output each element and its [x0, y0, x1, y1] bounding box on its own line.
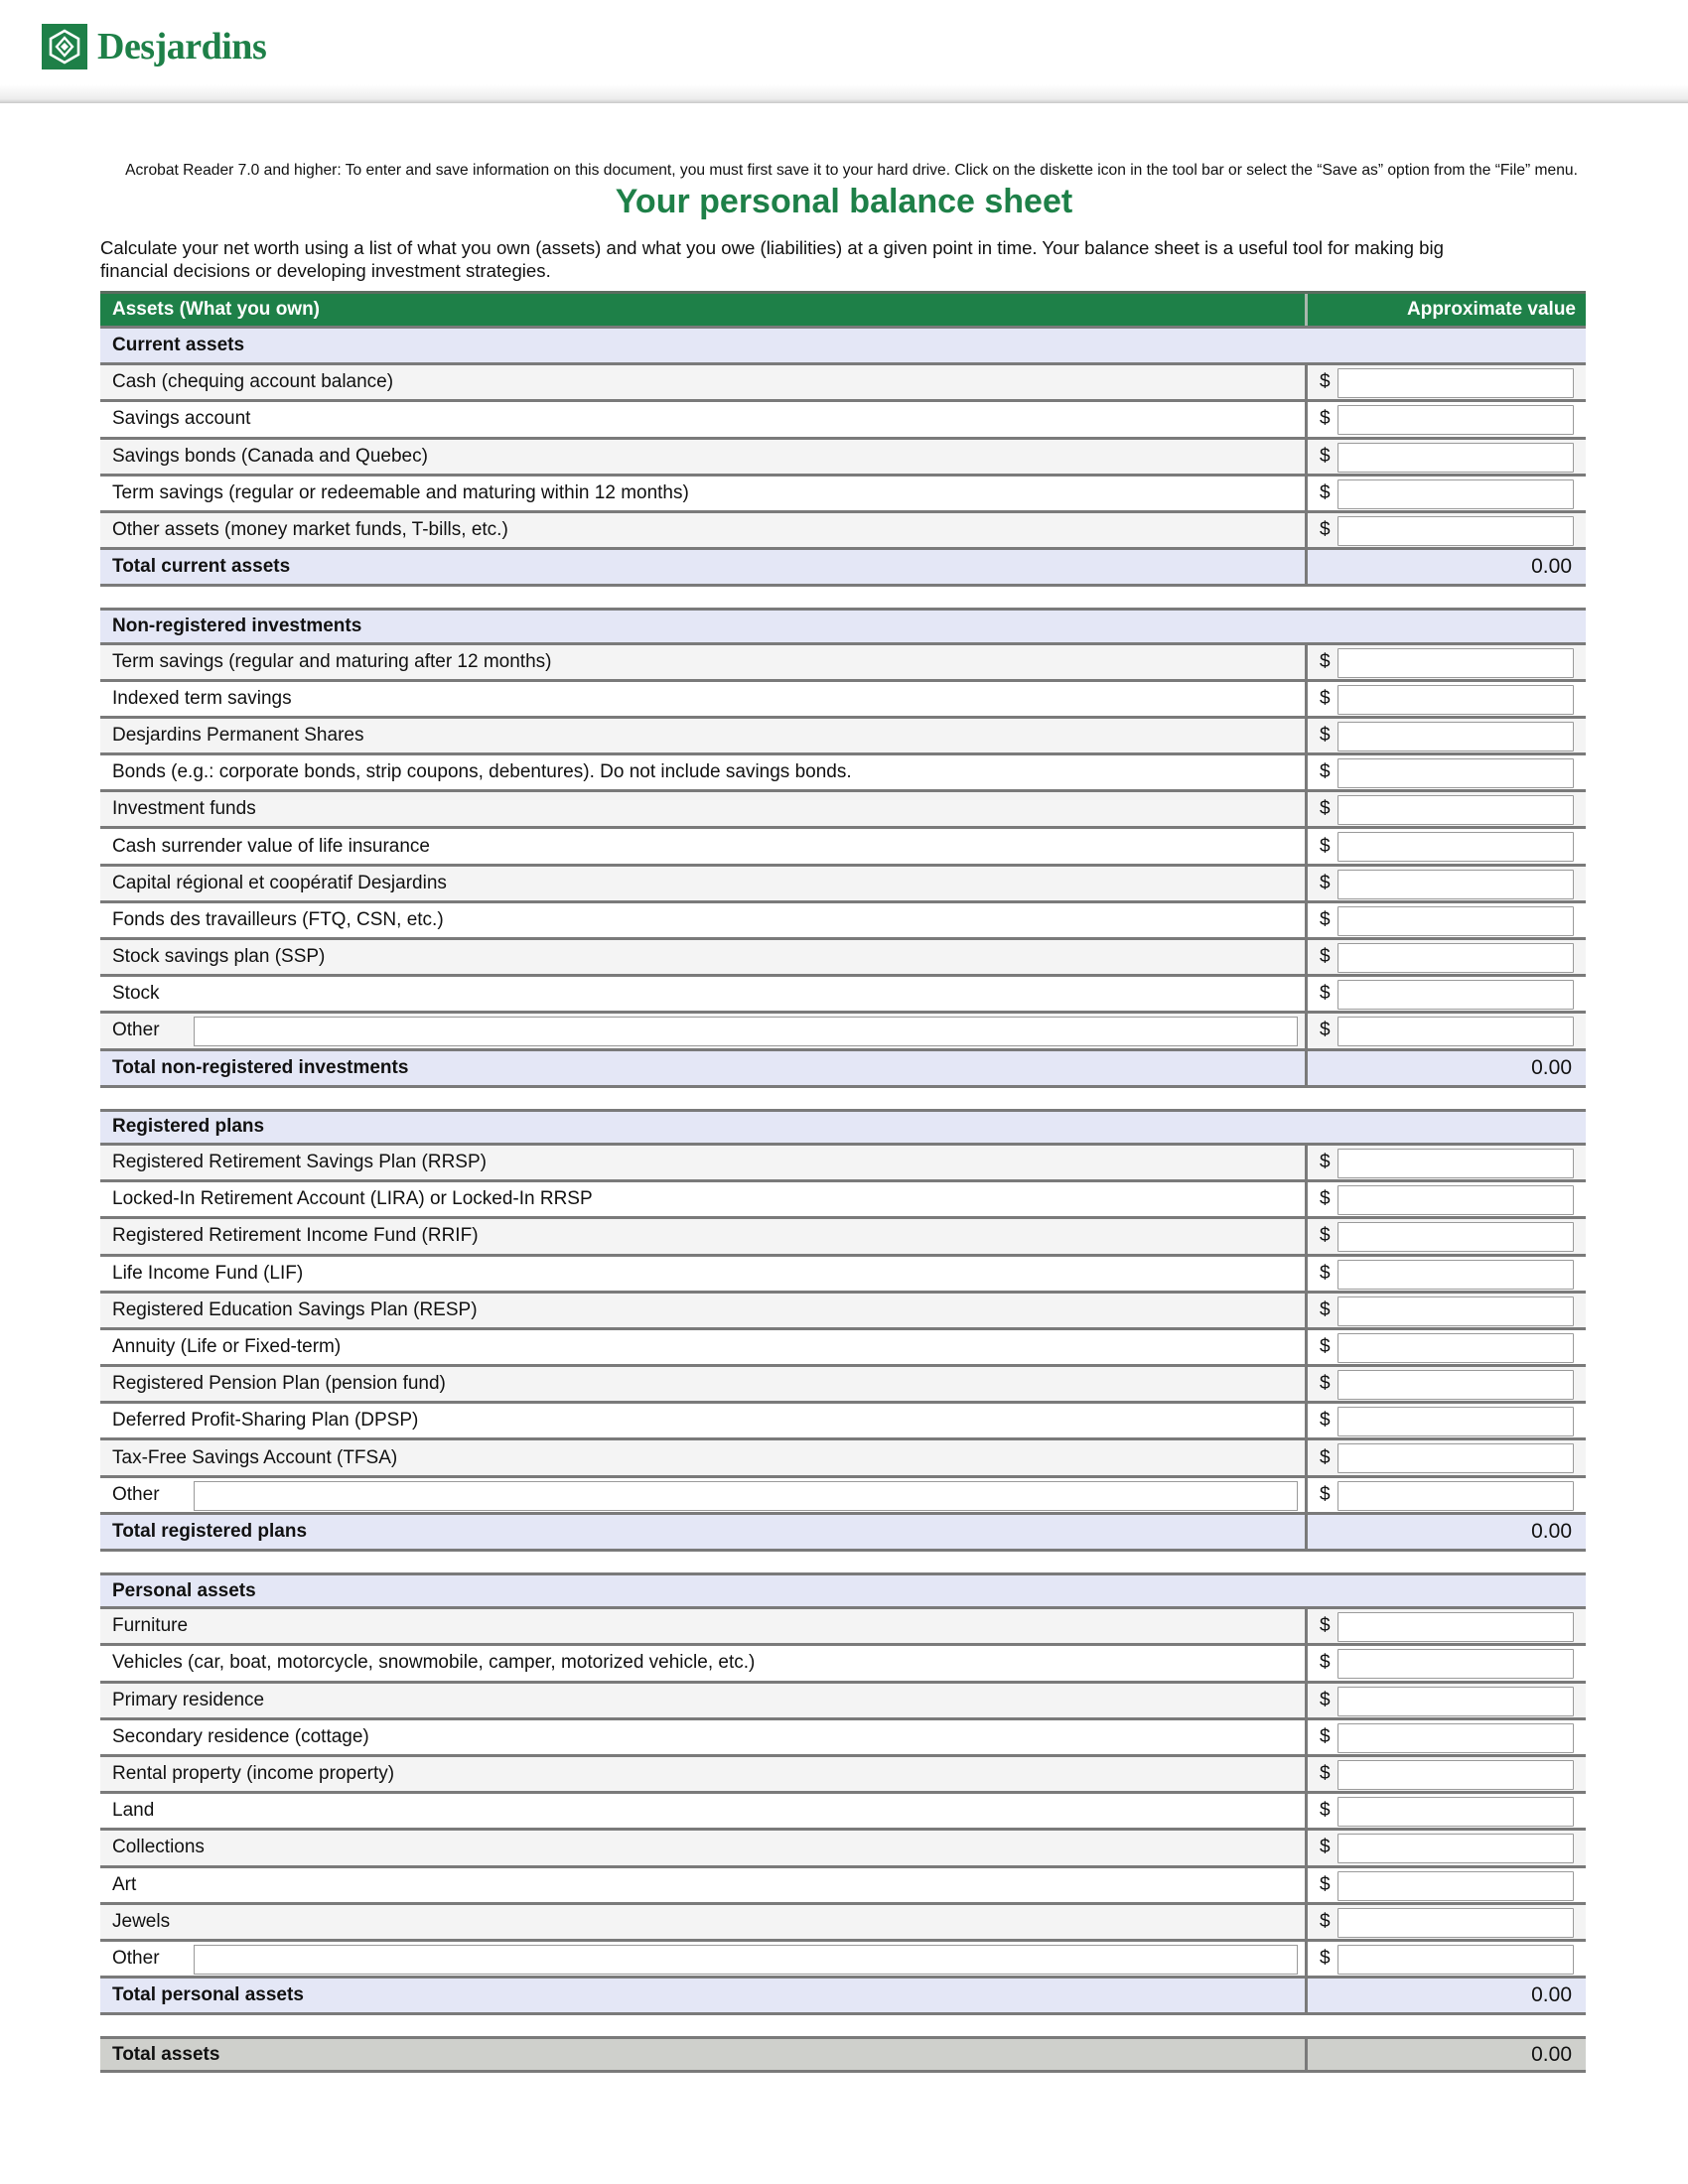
asset-label — [100, 755, 1308, 789]
value-cell — [1308, 477, 1586, 510]
asset-label-text: Other — [112, 1483, 160, 1505]
currency-symbol: $ — [1320, 1873, 1331, 1895]
brand-name: Desjardins — [97, 26, 267, 68]
amount-input[interactable] — [1337, 1149, 1574, 1178]
asset-label-text: Other assets (money market funds, T-bills, etc.) — [112, 519, 508, 541]
amount-input[interactable] — [1337, 1834, 1574, 1863]
asset-label-text: Primary residence — [112, 1689, 265, 1710]
total-value: 0.00 — [1531, 1983, 1572, 2007]
asset-label — [100, 1646, 1308, 1680]
asset-label-text: Stock — [112, 983, 160, 1005]
total-value: 0.00 — [1531, 1055, 1572, 1079]
asset-label-text: Registered Retirement Income Fund (RRIF) — [112, 1225, 479, 1247]
value-cell — [1308, 513, 1586, 547]
acrobat-notice: Acrobat Reader 7.0 and higher: To enter and save information on this document, you must first save it to your hard drive. Click on the diskette icon in the tool bar or select the “Save as” option from the “File” menu. — [125, 162, 1578, 179]
total-row-personal-assets — [100, 1979, 1586, 2015]
asset-label-text: Tax-Free Savings Account (TFSA) — [112, 1446, 398, 1468]
asset-row — [100, 477, 1586, 513]
asset-label-text: Registered Pension Plan (pension fund) — [112, 1373, 446, 1395]
asset-label — [100, 1404, 1308, 1437]
asset-label-text: Bonds (e.g.: corporate bonds, strip coupons, debentures). Do not include savings bonds. — [112, 761, 852, 783]
value-cell — [1308, 1720, 1586, 1754]
asset-label — [100, 1182, 1308, 1216]
currency-symbol: $ — [1320, 1800, 1331, 1822]
asset-label-text: Deferred Profit-Sharing Plan (DPSP) — [112, 1410, 419, 1432]
asset-row — [100, 1831, 1586, 1867]
asset-row — [100, 513, 1586, 550]
asset-label-text: Land — [112, 1800, 155, 1822]
amount-input[interactable] — [1337, 405, 1574, 435]
other-row — [100, 1478, 1586, 1515]
value-cell — [1308, 755, 1586, 789]
asset-label — [100, 792, 1308, 826]
amount-input[interactable] — [1337, 1443, 1574, 1473]
currency-symbol: $ — [1320, 724, 1331, 746]
asset-row — [100, 1757, 1586, 1794]
value-cell — [1308, 940, 1586, 974]
value-cell — [1308, 792, 1586, 826]
currency-symbol: $ — [1320, 1020, 1331, 1041]
amount-input[interactable] — [1337, 1017, 1574, 1046]
amount-input[interactable] — [1337, 1723, 1574, 1753]
currency-symbol: $ — [1320, 687, 1331, 709]
asset-label — [100, 1868, 1308, 1902]
amount-input[interactable] — [1337, 368, 1574, 398]
amount-input[interactable] — [1337, 479, 1574, 509]
asset-label-text: Other — [112, 1020, 160, 1041]
value-cell — [1308, 1478, 1586, 1512]
asset-label-text: Stock savings plan (SSP) — [112, 946, 326, 968]
currency-symbol: $ — [1320, 872, 1331, 893]
amount-input[interactable] — [1337, 648, 1574, 678]
asset-row — [100, 903, 1586, 940]
asset-label-text: Life Income Fund (LIF) — [112, 1262, 304, 1284]
total-value: 0.00 — [1531, 555, 1572, 579]
total-row-registered-plans — [100, 1515, 1586, 1552]
amount-input[interactable] — [1337, 870, 1574, 899]
asset-label-text: Art — [112, 1873, 137, 1895]
asset-row — [100, 755, 1586, 792]
asset-row — [100, 1182, 1586, 1219]
section-title: Personal assets — [112, 1579, 256, 1601]
value-cell — [1308, 1609, 1586, 1643]
other-description-input[interactable] — [194, 1017, 1298, 1046]
asset-label-text: Jewels — [112, 1910, 171, 1932]
asset-row — [100, 1294, 1586, 1330]
asset-label-text: Capital régional et coopératif Desjardins — [112, 872, 447, 893]
asset-row — [100, 792, 1586, 829]
asset-row — [100, 402, 1586, 439]
value-cell — [1308, 1868, 1586, 1902]
asset-label-text: Registered Education Savings Plan (RESP) — [112, 1298, 478, 1320]
asset-label — [100, 1330, 1308, 1364]
value-cell — [1308, 682, 1586, 716]
total-label: Total non-registered investments — [100, 1051, 1308, 1085]
value-cell — [1308, 1684, 1586, 1717]
asset-row — [100, 645, 1586, 682]
other-description-input[interactable] — [194, 1481, 1298, 1511]
asset-label — [100, 682, 1308, 716]
section-spacer — [100, 2015, 1586, 2036]
asset-label — [100, 829, 1308, 863]
total-row-non-registered-investments — [100, 1051, 1586, 1088]
currency-symbol: $ — [1320, 983, 1331, 1005]
asset-label — [100, 645, 1308, 679]
amount-input[interactable] — [1337, 832, 1574, 862]
currency-symbol: $ — [1320, 1910, 1331, 1932]
asset-label-text: Savings bonds (Canada and Quebec) — [112, 445, 428, 467]
total-label: Total current assets — [100, 550, 1308, 584]
amount-input[interactable] — [1337, 1260, 1574, 1290]
value-cell — [1308, 1942, 1586, 1976]
asset-label — [100, 365, 1308, 399]
currency-symbol: $ — [1320, 519, 1331, 541]
amount-input[interactable] — [1337, 443, 1574, 473]
section-header-current-assets — [100, 329, 1586, 365]
header-value-label: Approximate value — [1407, 299, 1576, 320]
asset-label — [100, 1831, 1308, 1864]
asset-label — [100, 1794, 1308, 1828]
asset-row — [100, 1404, 1586, 1440]
amount-input[interactable] — [1337, 516, 1574, 546]
asset-row — [100, 1646, 1586, 1683]
asset-label — [100, 719, 1308, 752]
amount-input[interactable] — [1337, 1871, 1574, 1901]
value-cell — [1308, 1404, 1586, 1437]
grand-total-label: Total assets — [100, 2039, 1308, 2070]
total-label: Total personal assets — [100, 1979, 1308, 2012]
currency-symbol: $ — [1320, 1615, 1331, 1637]
currency-symbol: $ — [1320, 908, 1331, 930]
asset-label — [100, 1367, 1308, 1401]
amount-input[interactable] — [1337, 906, 1574, 936]
currency-symbol: $ — [1320, 1763, 1331, 1785]
asset-label — [100, 1219, 1308, 1253]
table-header-row — [100, 291, 1586, 329]
amount-input[interactable] — [1337, 1222, 1574, 1252]
currency-symbol: $ — [1320, 408, 1331, 430]
asset-label — [100, 1684, 1308, 1717]
asset-label-text: Registered Retirement Savings Plan (RRSP) — [112, 1152, 487, 1173]
asset-label-text: Investment funds — [112, 798, 256, 820]
asset-row — [100, 977, 1586, 1014]
amount-input[interactable] — [1337, 1185, 1574, 1215]
asset-row — [100, 365, 1586, 402]
asset-row — [100, 867, 1586, 903]
currency-symbol: $ — [1320, 1298, 1331, 1320]
currency-symbol: $ — [1320, 1689, 1331, 1710]
balance-sheet-table — [100, 291, 1586, 2073]
other-row — [100, 1014, 1586, 1050]
total-value: 0.00 — [1531, 1519, 1572, 1543]
asset-label — [100, 1440, 1308, 1474]
value-cell — [1308, 1646, 1586, 1680]
currency-symbol: $ — [1320, 445, 1331, 467]
asset-label — [100, 1720, 1308, 1754]
currency-symbol: $ — [1320, 650, 1331, 672]
amount-input[interactable] — [1337, 1687, 1574, 1716]
currency-symbol: $ — [1320, 835, 1331, 857]
asset-row — [100, 719, 1586, 755]
value-cell — [1308, 1014, 1586, 1047]
asset-label — [100, 477, 1308, 510]
brand-logo — [42, 24, 266, 69]
currency-symbol: $ — [1320, 371, 1331, 393]
total-row-current-assets — [100, 550, 1586, 587]
other-description-input[interactable] — [194, 1945, 1298, 1975]
currency-symbol: $ — [1320, 1188, 1331, 1210]
value-cell — [1308, 440, 1586, 474]
asset-label-text: Other — [112, 1947, 160, 1969]
asset-row — [100, 682, 1586, 719]
asset-label — [100, 1146, 1308, 1179]
asset-label-text: Collections — [112, 1837, 205, 1858]
asset-label — [100, 903, 1308, 937]
asset-label-text: Indexed term savings — [112, 687, 292, 709]
amount-input[interactable] — [1337, 1945, 1574, 1975]
value-cell — [1308, 1905, 1586, 1939]
section-title: Registered plans — [112, 1116, 265, 1138]
value-cell — [1308, 977, 1586, 1011]
asset-row — [100, 1720, 1586, 1757]
asset-label-text: Secondary residence (cottage) — [112, 1725, 369, 1747]
amount-input[interactable] — [1337, 1649, 1574, 1679]
currency-symbol: $ — [1320, 1373, 1331, 1395]
asset-row — [100, 1868, 1586, 1905]
asset-row — [100, 1257, 1586, 1294]
header-assets-label: Assets (What you own) — [100, 294, 1308, 326]
asset-label — [100, 1609, 1308, 1643]
value-cell — [1308, 1367, 1586, 1401]
asset-label-text: Cash (chequing account balance) — [112, 371, 394, 393]
grand-total-value: 0.00 — [1531, 2042, 1572, 2066]
section-spacer — [100, 587, 1586, 608]
amount-input[interactable] — [1337, 1797, 1574, 1827]
amount-input[interactable] — [1337, 1612, 1574, 1642]
section-spacer — [100, 1552, 1586, 1572]
value-cell — [1308, 903, 1586, 937]
asset-row — [100, 1794, 1586, 1831]
asset-label — [100, 1757, 1308, 1791]
asset-row — [100, 940, 1586, 977]
amount-input[interactable] — [1337, 1297, 1574, 1326]
page-header — [0, 0, 1688, 103]
asset-label — [100, 1478, 1308, 1512]
amount-input[interactable] — [1337, 685, 1574, 715]
asset-row — [100, 1367, 1586, 1404]
asset-label — [100, 402, 1308, 436]
asset-label-text: Locked-In Retirement Account (LIRA) or Locked-In RRSP — [112, 1188, 593, 1210]
asset-label — [100, 440, 1308, 474]
amount-input[interactable] — [1337, 1908, 1574, 1938]
value-cell — [1308, 1219, 1586, 1253]
currency-symbol: $ — [1320, 481, 1331, 503]
asset-label-text: Savings account — [112, 408, 251, 430]
value-cell — [1308, 645, 1586, 679]
value-cell — [1308, 1757, 1586, 1791]
asset-label-text: Furniture — [112, 1615, 189, 1637]
desjardins-hexagon-icon — [42, 24, 87, 69]
amount-input[interactable] — [1337, 1760, 1574, 1790]
asset-label-text: Cash surrender value of life insurance — [112, 835, 431, 857]
value-cell — [1308, 402, 1586, 436]
asset-label — [100, 1294, 1308, 1327]
asset-label — [100, 513, 1308, 547]
amount-input[interactable] — [1337, 1370, 1574, 1400]
asset-label-text: Vehicles (car, boat, motorcycle, snowmobile, camper, motorized vehicle, etc.) — [112, 1652, 756, 1674]
currency-symbol: $ — [1320, 1410, 1331, 1432]
currency-symbol: $ — [1320, 798, 1331, 820]
asset-label — [100, 940, 1308, 974]
currency-symbol: $ — [1320, 1837, 1331, 1858]
total-label: Total registered plans — [100, 1515, 1308, 1549]
amount-input[interactable] — [1337, 722, 1574, 751]
currency-symbol: $ — [1320, 1652, 1331, 1674]
value-cell — [1308, 829, 1586, 863]
value-cell — [1308, 1330, 1586, 1364]
section-header-registered-plans — [100, 1109, 1586, 1146]
value-cell — [1308, 365, 1586, 399]
asset-label-text: Term savings (regular or redeemable and maturing within 12 months) — [112, 481, 689, 503]
value-cell — [1308, 1257, 1586, 1291]
value-cell — [1308, 1294, 1586, 1327]
asset-row — [100, 1146, 1586, 1182]
value-cell — [1308, 719, 1586, 752]
asset-label-text: Term savings (regular and maturing after 12 months) — [112, 650, 552, 672]
currency-symbol: $ — [1320, 1335, 1331, 1357]
currency-symbol: $ — [1320, 1225, 1331, 1247]
page-title: Your personal balance sheet — [615, 183, 1073, 220]
intro-text: Calculate your net worth using a list of what you own (assets) and what you owe (liabilities) at a given point in time. Your balance sheet is a useful tool for making big financial decisions or developing investment strategies. — [100, 237, 1444, 281]
asset-row — [100, 440, 1586, 477]
amount-input[interactable] — [1337, 795, 1574, 825]
value-cell — [1308, 1794, 1586, 1828]
asset-label — [100, 1905, 1308, 1939]
currency-symbol: $ — [1320, 1262, 1331, 1284]
currency-symbol: $ — [1320, 1725, 1331, 1747]
section-header-personal-assets — [100, 1572, 1586, 1609]
currency-symbol: $ — [1320, 1947, 1331, 1969]
section-spacer — [100, 1088, 1586, 1109]
value-cell — [1308, 1831, 1586, 1864]
asset-row — [100, 1440, 1586, 1477]
amount-input[interactable] — [1337, 1481, 1574, 1511]
value-cell — [1308, 1146, 1586, 1179]
value-cell — [1308, 1440, 1586, 1474]
amount-input[interactable] — [1337, 758, 1574, 788]
asset-label — [100, 867, 1308, 900]
asset-label-text: Fonds des travailleurs (FTQ, CSN, etc.) — [112, 908, 444, 930]
amount-input[interactable] — [1337, 980, 1574, 1010]
currency-symbol: $ — [1320, 761, 1331, 783]
currency-symbol: $ — [1320, 1483, 1331, 1505]
amount-input[interactable] — [1337, 1333, 1574, 1363]
section-header-non-registered-investments — [100, 608, 1586, 644]
section-title: Non-registered investments — [112, 614, 362, 636]
asset-row — [100, 1684, 1586, 1720]
amount-input[interactable] — [1337, 1407, 1574, 1436]
asset-label — [100, 1014, 1308, 1047]
currency-symbol: $ — [1320, 1152, 1331, 1173]
asset-label — [100, 1257, 1308, 1291]
other-row — [100, 1942, 1586, 1979]
asset-label — [100, 1942, 1308, 1976]
currency-symbol: $ — [1320, 946, 1331, 968]
value-cell — [1308, 1182, 1586, 1216]
section-title: Current assets — [112, 335, 245, 356]
grand-total-row — [100, 2036, 1586, 2073]
currency-symbol: $ — [1320, 1446, 1331, 1468]
asset-label-text: Annuity (Life or Fixed-term) — [112, 1335, 342, 1357]
asset-row — [100, 1330, 1586, 1367]
value-cell — [1308, 867, 1586, 900]
asset-label — [100, 977, 1308, 1011]
asset-row — [100, 1905, 1586, 1942]
asset-row — [100, 829, 1586, 866]
amount-input[interactable] — [1337, 943, 1574, 973]
asset-row — [100, 1609, 1586, 1646]
asset-label-text: Rental property (income property) — [112, 1763, 395, 1785]
asset-row — [100, 1219, 1586, 1256]
asset-label-text: Desjardins Permanent Shares — [112, 724, 364, 746]
